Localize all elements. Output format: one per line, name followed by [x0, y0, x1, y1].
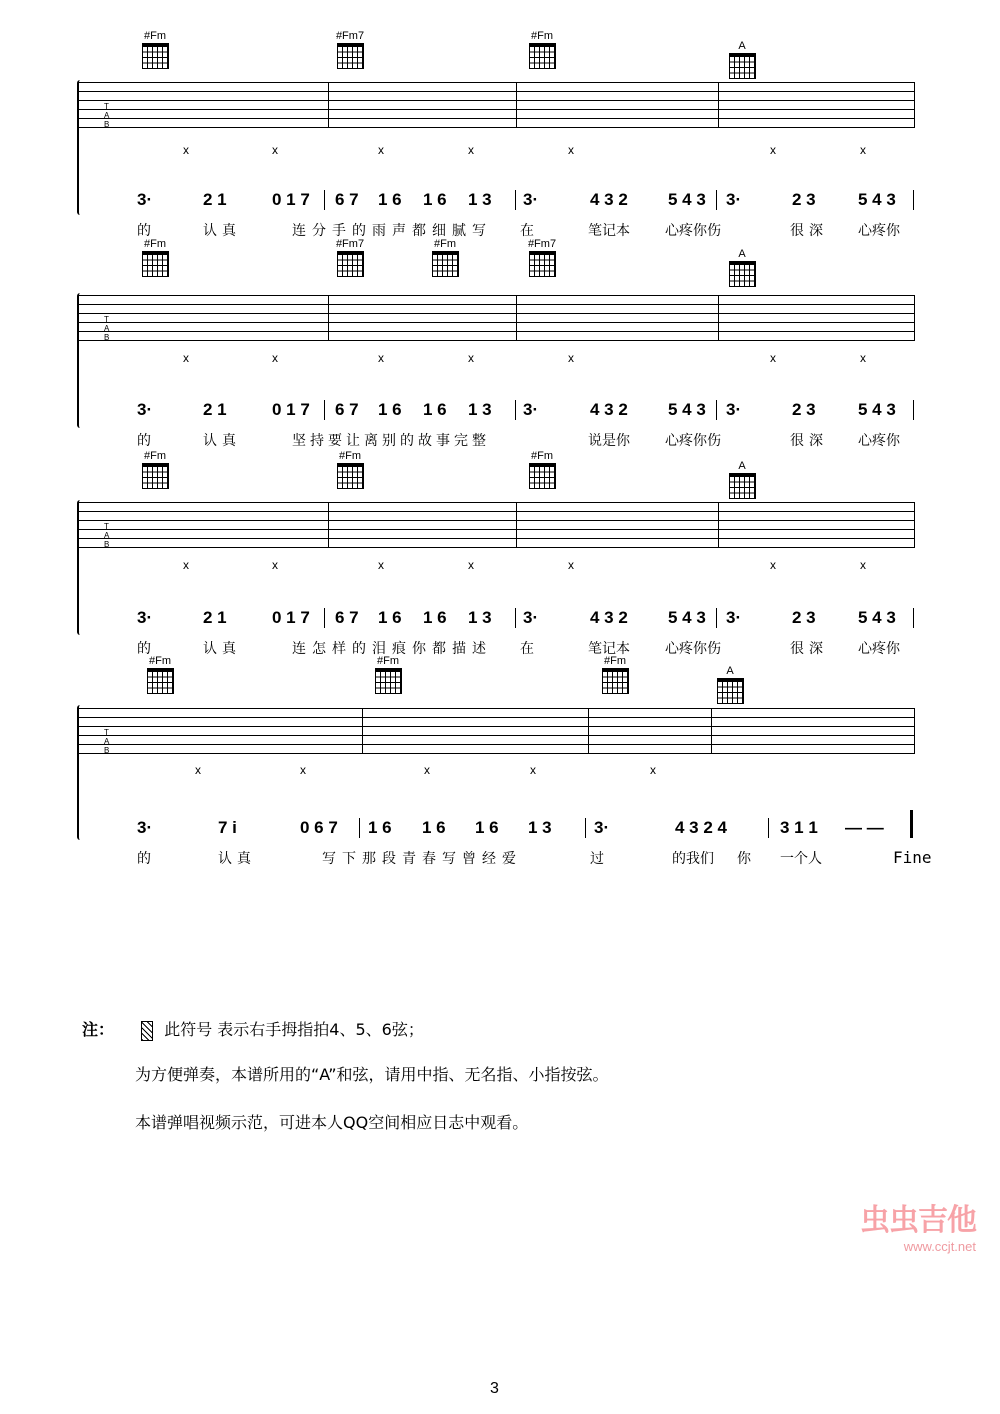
muted-strum-mark: x — [770, 351, 776, 365]
muted-strum-mark: x — [568, 558, 574, 572]
jianpu-note: 6 7 — [335, 190, 359, 209]
tab-clef: T A B — [104, 102, 110, 129]
jianpu-barline — [515, 608, 516, 628]
lyric-text: 心疼你伤 — [665, 641, 721, 657]
muted-strum-mark: x — [183, 351, 189, 365]
chord-name: #Fm7 — [335, 30, 365, 42]
jianpu-note: 6 7 — [335, 400, 359, 419]
chord-diagram — [135, 30, 175, 69]
chord-name: #Fm — [531, 30, 553, 42]
jianpu-note: 2 3 — [792, 400, 816, 419]
chord-diagram — [722, 248, 762, 287]
chord-diagram — [330, 238, 370, 277]
jianpu-barline — [716, 400, 717, 420]
jianpu-note: 5 4 3 — [858, 608, 896, 627]
jianpu-note: 2 3 — [792, 190, 816, 209]
lyric-text: 笔记本 — [588, 641, 630, 657]
thumb-slap-symbol-icon — [141, 1021, 153, 1041]
muted-strum-mark: x — [272, 351, 278, 365]
chord-diagram — [140, 655, 180, 694]
jianpu-barline — [585, 818, 586, 838]
jianpu-note: 1 3 — [468, 190, 492, 209]
jianpu-note: 4 3 2 4 — [675, 818, 727, 837]
jianpu-barline — [324, 400, 325, 420]
chord-diagram — [135, 238, 175, 277]
jianpu-note: 2 3 — [792, 608, 816, 627]
jianpu-barline — [515, 190, 516, 210]
chord-name: A — [738, 460, 746, 472]
lyric-text: 说是你 — [588, 433, 630, 449]
lyric-text: 连分手的雨声都细腻写 — [292, 223, 492, 239]
jianpu-note: 0 1 7 — [272, 400, 310, 419]
jianpu-note: 3· — [523, 190, 539, 209]
jianpu-note: 3· — [594, 818, 610, 837]
muted-strum-mark: x — [378, 558, 384, 572]
jianpu-note: — — — [845, 818, 884, 837]
muted-strum-mark: x — [568, 143, 574, 157]
watermark: 虫虫吉他 www.ccjt.net — [860, 1203, 976, 1254]
muted-strum-mark: x — [860, 143, 866, 157]
chord-diagram — [522, 30, 562, 69]
jianpu-note: 4 3 2 — [590, 400, 628, 419]
chord-name: #Fm7 — [527, 238, 557, 250]
tab-clef: T A B — [104, 522, 110, 549]
lyric-text: 认真 — [203, 433, 241, 449]
lyric-text: 认真 — [203, 641, 241, 657]
chord-diagram — [722, 40, 762, 79]
lyric-text: 心疼你伤 — [665, 433, 721, 449]
lyric-text: 的 — [137, 851, 151, 867]
chord-name: #Fm — [604, 655, 626, 667]
chord-name: #Fm — [144, 450, 166, 462]
jianpu-note: 1 6 — [423, 400, 447, 419]
muted-strum-mark: x — [272, 143, 278, 157]
chord-name: A — [726, 665, 734, 677]
muted-strum-mark: x — [424, 763, 430, 777]
jianpu-note: 1 6 — [422, 818, 446, 837]
jianpu-barline — [910, 810, 913, 838]
jianpu-barline — [359, 818, 360, 838]
jianpu-note: 2 1 — [203, 400, 227, 419]
jianpu-note: 3· — [523, 400, 539, 419]
muted-strum-mark: x — [195, 763, 201, 777]
jianpu-note: 3· — [137, 190, 153, 209]
jianpu-note: 5 4 3 — [858, 190, 896, 209]
jianpu-note: 3· — [137, 818, 153, 837]
jianpu-barline — [324, 190, 325, 210]
jianpu-note: 7 i — [218, 818, 237, 837]
jianpu-note: 1 6 — [423, 190, 447, 209]
chord-diagram — [330, 450, 370, 489]
jianpu-note: 0 1 7 — [272, 190, 310, 209]
jianpu-barline — [913, 190, 914, 210]
muted-strum-mark: x — [860, 351, 866, 365]
lyric-text: 的 — [137, 223, 151, 239]
lyric-text: 心疼你 — [858, 433, 900, 449]
chord-name: A — [738, 40, 746, 52]
tab-staff — [78, 82, 915, 127]
lyric-text: 笔记本 — [588, 223, 630, 239]
chord-diagram — [330, 30, 370, 69]
jianpu-barline — [716, 190, 717, 210]
lyric-text: 你 — [737, 851, 751, 867]
jianpu-barline — [324, 608, 325, 628]
jianpu-barline — [515, 400, 516, 420]
muted-strum-mark: x — [468, 143, 474, 157]
lyric-text: 认真 — [203, 223, 241, 239]
chord-diagram — [722, 460, 762, 499]
chord-name: #Fm — [377, 655, 399, 667]
jianpu-barline — [768, 818, 769, 838]
jianpu-note: 1 6 — [475, 818, 499, 837]
muted-strum-mark: x — [770, 143, 776, 157]
tab-staff — [78, 502, 915, 547]
jianpu-note: 1 3 — [468, 608, 492, 627]
tab-staff — [78, 708, 915, 753]
lyric-text: 坚持要让离别的故事完整 — [292, 433, 490, 449]
muted-strum-mark: x — [272, 558, 278, 572]
lyric-text: 很深 — [790, 641, 828, 657]
jianpu-barline — [913, 608, 914, 628]
jianpu-note: 1 6 — [378, 608, 402, 627]
chord-diagram — [710, 665, 750, 704]
muted-strum-mark: x — [300, 763, 306, 777]
lyric-text: 很深 — [790, 433, 828, 449]
chord-name: #Fm — [434, 238, 456, 250]
jianpu-note: 1 3 — [528, 818, 552, 837]
lyric-text: 心疼你伤 — [665, 223, 721, 239]
muted-strum-mark: x — [860, 558, 866, 572]
chord-name: #Fm — [531, 450, 553, 462]
lyric-text: 的 — [137, 433, 151, 449]
chord-diagram — [135, 450, 175, 489]
chord-name: #Fm — [339, 450, 361, 462]
chord-name: #Fm — [144, 238, 166, 250]
muted-strum-mark: x — [530, 763, 536, 777]
lyric-text: 心疼你 — [858, 641, 900, 657]
lyric-text: 在 — [520, 641, 534, 657]
lyric-text: 的 — [137, 641, 151, 657]
jianpu-note: 3· — [726, 400, 742, 419]
lyric-text: 连怎样的泪痕你都描述 — [292, 641, 492, 657]
jianpu-note: 3 1 1 — [780, 818, 818, 837]
lyric-text: 很深 — [790, 223, 828, 239]
jianpu-note: 4 3 2 — [590, 608, 628, 627]
lyric-text: 过 — [590, 851, 604, 867]
chord-diagram — [595, 655, 635, 694]
note-line-2: 为方便弹奏，本谱所用的“A”和弦，请用中指、无名指、小指按弦。 — [135, 1065, 609, 1084]
muted-strum-mark: x — [650, 763, 656, 777]
tab-staff — [78, 295, 915, 340]
note-line-1: 注： 此符号 表示右手拇指拍4、5、6弦； — [82, 1020, 424, 1039]
lyric-text: 写下那段青春写曾经爱 — [322, 851, 522, 867]
tab-clef: T A B — [104, 728, 110, 755]
fine-marker: Fine — [893, 848, 932, 867]
jianpu-note: 4 3 2 — [590, 190, 628, 209]
jianpu-note: 6 7 — [335, 608, 359, 627]
chord-diagram — [425, 238, 465, 277]
lyric-text: 的我们 — [672, 851, 714, 867]
jianpu-note: 5 4 3 — [668, 190, 706, 209]
jianpu-barline — [913, 400, 914, 420]
muted-strum-mark: x — [378, 143, 384, 157]
note-line-3: 本谱弹唱视频示范，可进本人QQ空间相应日志中观看。 — [135, 1113, 529, 1132]
page-number: 3 — [490, 1380, 499, 1397]
jianpu-note: 0 1 7 — [272, 608, 310, 627]
tab-clef: T A B — [104, 315, 110, 342]
lyric-text: 一个人 — [780, 851, 822, 867]
muted-strum-mark: x — [183, 143, 189, 157]
jianpu-note: 3· — [726, 190, 742, 209]
muted-strum-mark: x — [568, 351, 574, 365]
jianpu-note: 3· — [137, 400, 153, 419]
chord-name: A — [738, 248, 746, 260]
jianpu-note: 1 6 — [423, 608, 447, 627]
lyric-text: 心疼你 — [858, 223, 900, 239]
jianpu-note: 1 6 — [378, 400, 402, 419]
jianpu-note: 3· — [726, 608, 742, 627]
chord-diagram — [522, 238, 562, 277]
chord-diagram — [368, 655, 408, 694]
jianpu-note: 5 4 3 — [858, 400, 896, 419]
chord-name: #Fm — [149, 655, 171, 667]
muted-strum-mark: x — [468, 351, 474, 365]
jianpu-note: 3· — [137, 608, 153, 627]
jianpu-note: 1 3 — [468, 400, 492, 419]
muted-strum-mark: x — [378, 351, 384, 365]
jianpu-note: 3· — [523, 608, 539, 627]
chord-name: #Fm7 — [335, 238, 365, 250]
jianpu-note: 2 1 — [203, 608, 227, 627]
jianpu-note: 5 4 3 — [668, 400, 706, 419]
muted-strum-mark: x — [770, 558, 776, 572]
jianpu-note: 1 6 — [378, 190, 402, 209]
muted-strum-mark: x — [183, 558, 189, 572]
jianpu-note: 0 6 7 — [300, 818, 338, 837]
jianpu-note: 5 4 3 — [668, 608, 706, 627]
lyric-text: 认真 — [218, 851, 256, 867]
chord-name: #Fm — [144, 30, 166, 42]
chord-diagram — [522, 450, 562, 489]
jianpu-note: 2 1 — [203, 190, 227, 209]
jianpu-barline — [716, 608, 717, 628]
lyric-text: 在 — [520, 223, 534, 239]
muted-strum-mark: x — [468, 558, 474, 572]
jianpu-note: 1 6 — [368, 818, 392, 837]
